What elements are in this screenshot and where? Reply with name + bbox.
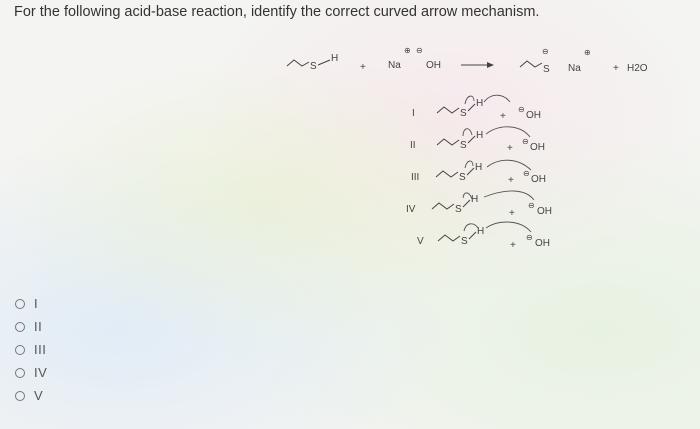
mechanism-label: II	[410, 140, 416, 151]
radio-button[interactable]	[15, 299, 25, 309]
mechanism-label: IV	[406, 204, 416, 215]
mechanism-hydroxide: OH	[537, 206, 552, 217]
answer-label: III	[34, 342, 47, 357]
mechanism-row	[417, 222, 550, 251]
radio-button[interactable]	[15, 368, 25, 378]
mechanism-hydrogen: H	[477, 226, 485, 237]
mechanism-plus: +	[509, 208, 515, 219]
sodium-cation: Na	[388, 60, 401, 71]
mechanism-label: I	[412, 108, 415, 119]
product-sulfur: S	[543, 64, 550, 75]
answer-label: V	[34, 388, 44, 403]
mechanism-label: III	[411, 172, 420, 183]
question-text: For the following acid-base reaction, identify the correct curved arrow mechanism.	[14, 4, 540, 20]
mechanism-row	[411, 160, 546, 186]
thiolate-charge: ⊖	[542, 47, 549, 56]
mechanism-hydroxide: OH	[530, 142, 545, 153]
product-sodium: Na	[568, 63, 581, 74]
answer-option-v[interactable]	[15, 384, 47, 407]
curved-arrow	[484, 95, 510, 102]
curved-arrow	[484, 191, 534, 200]
sodium-charge: ⊕	[404, 46, 411, 55]
reactant-hydrogen: H	[331, 53, 339, 64]
mechanism-row	[412, 95, 541, 122]
mechanism-sulfur: S	[459, 172, 466, 183]
product-water: H2O	[627, 63, 648, 74]
mechanism-label: V	[417, 236, 424, 247]
hydroxide-charge: ⊖	[528, 201, 535, 210]
answer-options	[15, 292, 47, 407]
reactant-sodium-hydroxide	[388, 46, 441, 71]
hydroxide-charge: ⊖	[518, 105, 525, 114]
curved-arrow	[465, 96, 474, 104]
mechanism-plus: +	[510, 240, 516, 251]
curved-arrow	[464, 224, 478, 231]
mechanism-hydroxide: OH	[531, 174, 546, 185]
mechanism-sulfur: S	[460, 140, 467, 151]
mechanism-hydroxide: OH	[535, 238, 550, 249]
mechanism-hydrogen: H	[475, 162, 483, 173]
radio-button[interactable]	[15, 322, 25, 332]
mechanism-plus: +	[507, 143, 513, 154]
product-thiolate	[520, 47, 591, 75]
mechanism-sulfur: S	[461, 236, 468, 247]
answer-label: I	[34, 296, 39, 311]
hydroxide-charge: ⊖	[523, 169, 530, 178]
mechanism-plus: +	[500, 111, 506, 122]
answer-option-iii[interactable]	[15, 338, 47, 361]
curved-arrow	[465, 161, 473, 168]
product-plus: +	[613, 63, 619, 74]
answer-label: II	[34, 319, 43, 334]
mechanism-sulfur: S	[455, 204, 462, 215]
mechanism-hydroxide: OH	[526, 110, 541, 121]
radio-button[interactable]	[15, 345, 25, 355]
mechanism-sulfur: S	[460, 108, 467, 119]
mechanism-hydrogen: H	[476, 98, 484, 109]
mechanism-plus: +	[508, 175, 514, 186]
mechanism-hydrogen: H	[471, 194, 479, 205]
hydroxide-charge: ⊖	[416, 46, 423, 55]
product-sodium-charge: ⊕	[584, 48, 591, 57]
curved-arrow	[486, 222, 531, 232]
reactant-sulfur: S	[310, 61, 317, 72]
answer-label: IV	[34, 365, 48, 380]
radio-button[interactable]	[15, 391, 25, 401]
curved-arrow	[486, 127, 530, 137]
reaction-arrow-head	[487, 62, 494, 68]
answer-option-i[interactable]	[15, 292, 47, 315]
mechanism-row	[410, 127, 545, 154]
hydroxide-charge: ⊖	[526, 233, 533, 242]
hydroxide-anion: OH	[426, 60, 441, 71]
hydroxide-charge: ⊖	[522, 137, 529, 146]
reaction-plus: +	[360, 62, 366, 73]
answer-option-ii[interactable]	[15, 315, 47, 338]
answer-option-iv[interactable]	[15, 361, 47, 384]
mechanism-row	[406, 191, 552, 219]
reactant-thiol	[287, 53, 338, 72]
curved-arrow	[463, 129, 472, 136]
mechanism-hydrogen: H	[476, 130, 484, 141]
